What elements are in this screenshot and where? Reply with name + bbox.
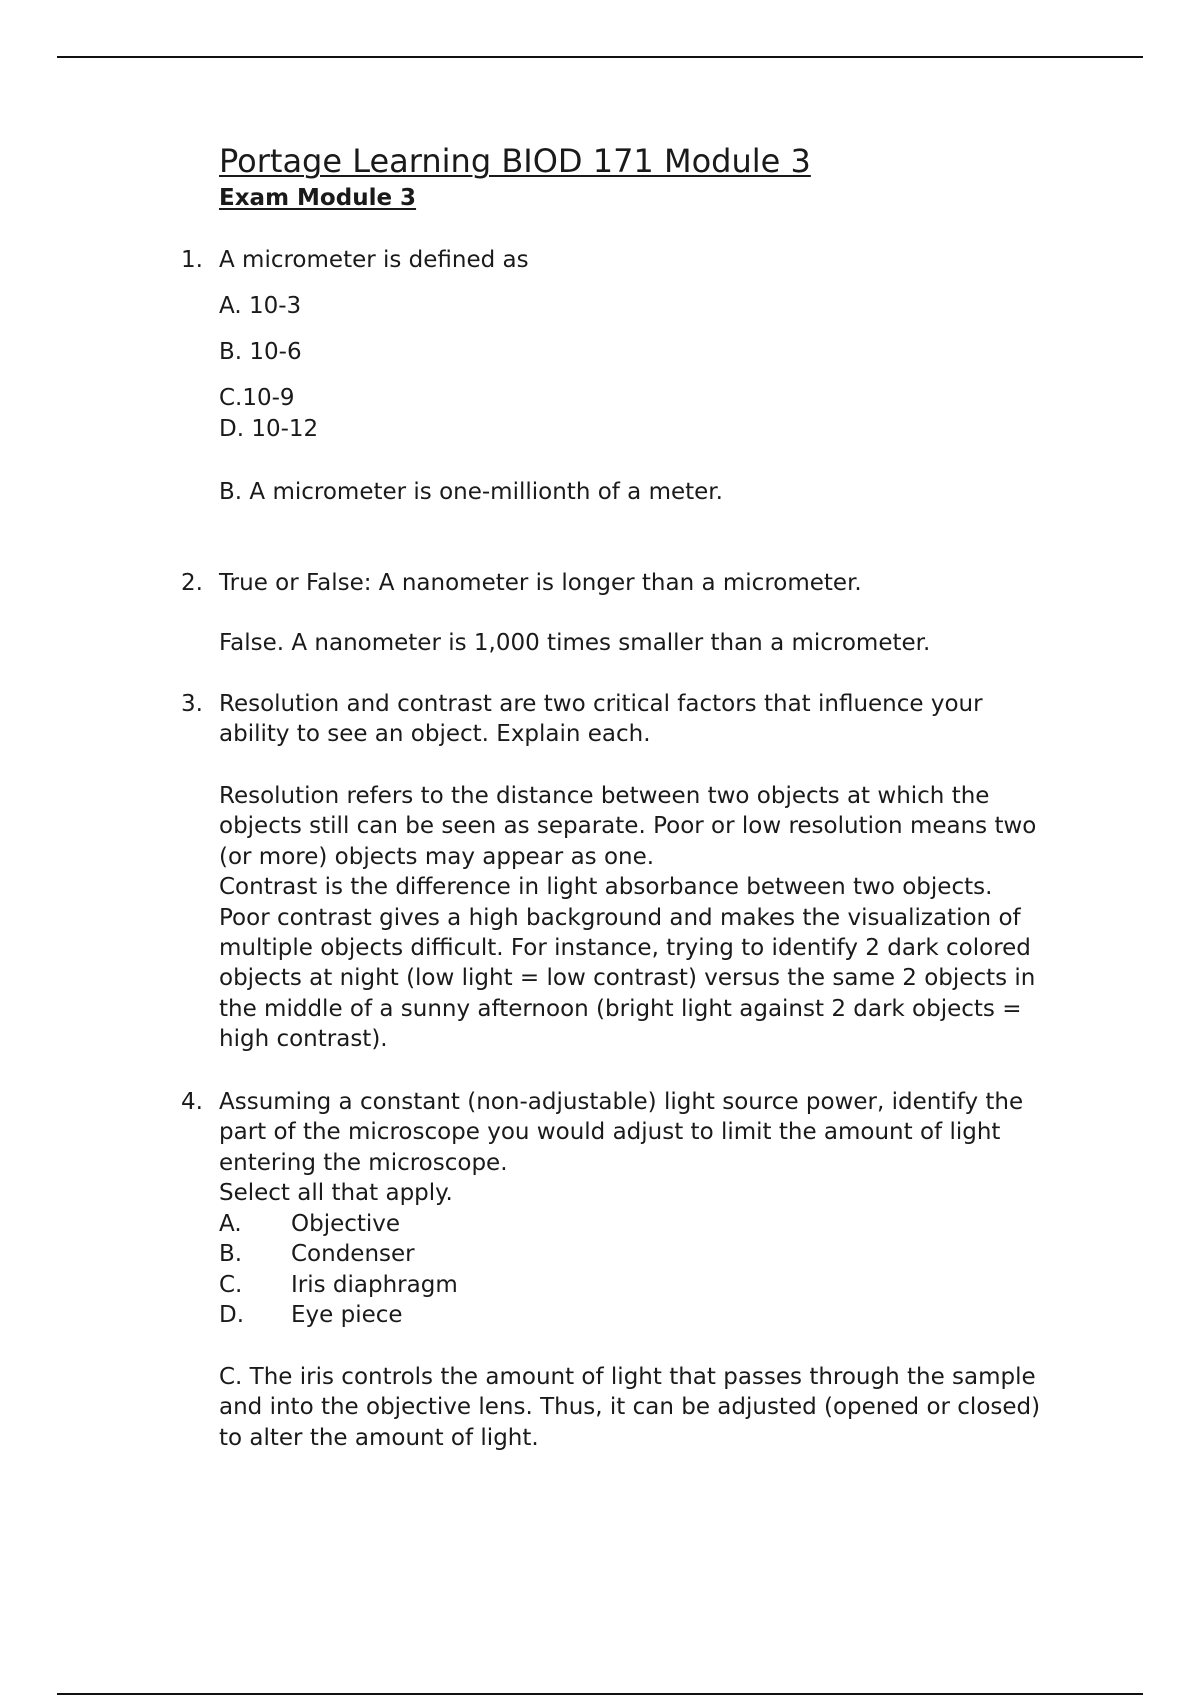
question-4-option-b-letter: B. xyxy=(219,1241,243,1267)
question-4-option-d-letter: D. xyxy=(219,1302,245,1328)
question-3-prompt-line: ability to see an object. Explain each. xyxy=(219,721,651,748)
question-4-option-d-text: Eye piece xyxy=(291,1302,403,1328)
question-4-answer-line: and into the objective lens. Thus, it can be adjusted (opened or closed) xyxy=(219,1394,1041,1421)
question-1-option-c: C.10-9 xyxy=(219,385,295,411)
exam-subtitle: Exam Module 3 xyxy=(219,185,417,211)
question-4-answer-line: to alter the amount of light. xyxy=(219,1424,539,1451)
question-4-option-b-text: Condenser xyxy=(291,1241,415,1267)
question-1-option-a: A. 10-3 xyxy=(219,293,302,319)
question-3-answer-line: Resolution refers to the distance between two objects at which the xyxy=(219,783,990,809)
question-3-answer-line: Contrast is the difference in light absorbance between two objects. xyxy=(219,874,993,901)
question-3-answer-line: objects still can be seen as separate. Poor or low resolution means two xyxy=(219,813,1037,840)
question-4-prompt-line: part of the microscope you would adjust to limit the amount of light xyxy=(219,1119,1001,1146)
question-4-option-a-text: Objective xyxy=(291,1211,401,1237)
question-4-prompt-line: entering the microscope. xyxy=(219,1149,508,1176)
question-3-answer-line: multiple objects difficult. For instance, trying to identify 2 dark colored xyxy=(219,935,1031,962)
question-1-option-b: B. 10-6 xyxy=(219,339,302,365)
question-4-answer-line: C. The iris controls the amount of light that passes through the sample xyxy=(219,1364,1036,1390)
question-3-answer-line: objects at night (low light = low contrast) versus the same 2 objects in xyxy=(219,965,1036,992)
question-4-answer xyxy=(219,1362,1099,1453)
question-1-option-d: D. 10-12 xyxy=(219,416,319,442)
question-1-number: 1. xyxy=(181,247,203,273)
question-3-prompt xyxy=(219,689,1099,750)
question-1-prompt: A micrometer is defined as xyxy=(219,247,529,273)
question-4-prompt-line: Assuming a constant (non-adjustable) light source power, identify the xyxy=(219,1089,1024,1115)
question-4-number: 4. xyxy=(181,1089,203,1115)
question-4-prompt xyxy=(219,1087,1099,1209)
question-3-answer-line: high contrast). xyxy=(219,1026,388,1053)
question-2-prompt: True or False: A nanometer is longer than a micrometer. xyxy=(219,570,862,596)
top-rule xyxy=(57,56,1143,58)
question-4-prompt-line: Select all that apply. xyxy=(219,1180,453,1207)
question-1-answer: B. A micrometer is one-millionth of a meter. xyxy=(219,479,723,505)
question-3-prompt-line: Resolution and contrast are two critical factors that influence your xyxy=(219,691,983,717)
question-3-answer xyxy=(219,781,1099,1055)
question-4-option-c-text: Iris diaphragm xyxy=(291,1272,458,1298)
question-3-answer-line: Poor contrast gives a high background and makes the visualization of xyxy=(219,904,1021,931)
document-title: Portage Learning BIOD 171 Module 3 xyxy=(219,142,811,180)
question-3-number: 3. xyxy=(181,691,203,717)
bottom-rule xyxy=(57,1693,1143,1695)
question-2-number: 2. xyxy=(181,570,203,596)
question-3-answer-line: (or more) objects may appear as one. xyxy=(219,843,655,870)
question-4-option-a-letter: A. xyxy=(219,1211,242,1237)
question-4-option-c-letter: C. xyxy=(219,1272,243,1298)
question-2-answer: False. A nanometer is 1,000 times smaller than a micrometer. xyxy=(219,630,931,656)
question-3-answer-line: the middle of a sunny afternoon (bright light against 2 dark objects = xyxy=(219,995,1022,1022)
